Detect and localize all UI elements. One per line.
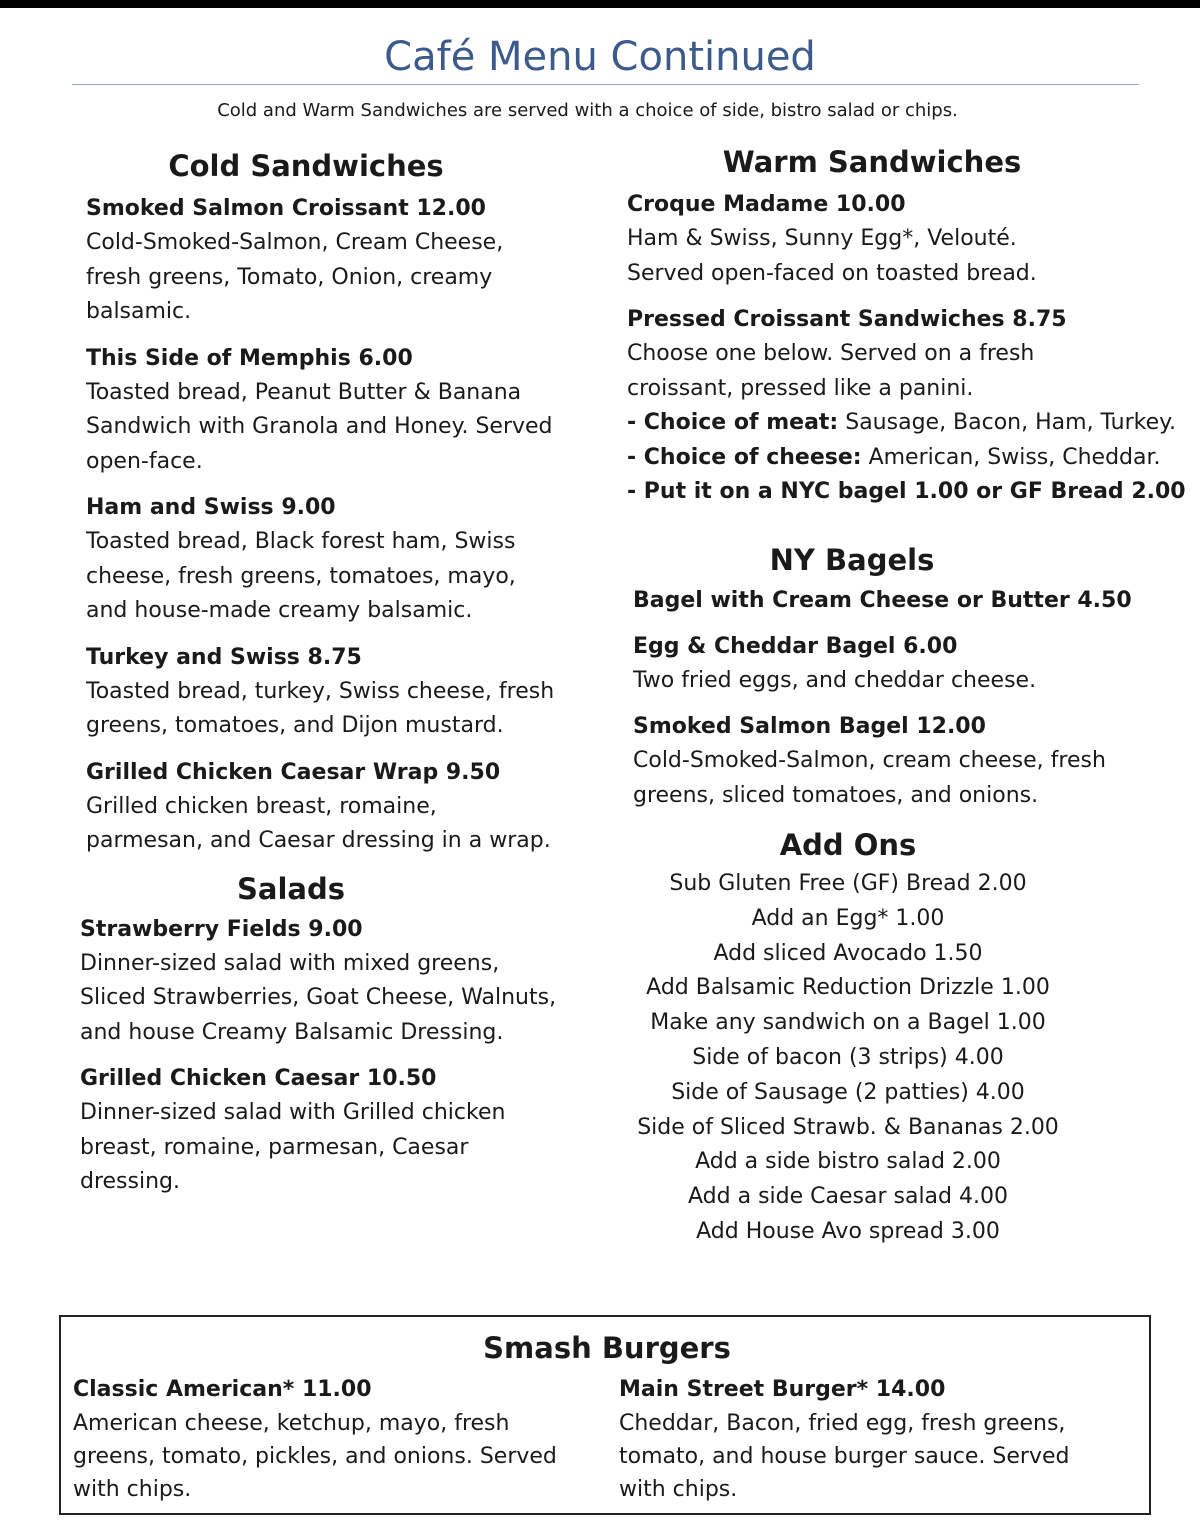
bagel-option: - Put it on a NYC bagel 1.00 or GF Bread 2.00 xyxy=(627,479,1186,504)
item-name: Smoked Salmon Croissant 12.00 xyxy=(86,196,486,221)
item-name: Smoked Salmon Bagel 12.00 xyxy=(633,714,986,739)
add-on-item: Side of Sausage (2 patties) 4.00 xyxy=(671,1079,1025,1105)
add-ons-heading: Add Ons xyxy=(779,828,917,862)
add-on-item: Add a side Caesar salad 4.00 xyxy=(688,1184,1008,1210)
menu-item xyxy=(633,710,1187,813)
item-name: Grilled Chicken Caesar Wrap 9.50 xyxy=(86,759,501,785)
add-on-item: Sub Gluten Free (GF) Bread 2.00 xyxy=(669,871,1027,896)
item-description: Dinner-sized salad with Grilled chicken breast, romaine, parmesan, Caesar dressing. xyxy=(80,1100,506,1194)
menu-item xyxy=(80,913,560,1051)
add-on-item: Add sliced Avocado 1.50 xyxy=(713,940,983,966)
menu-item xyxy=(86,756,556,859)
menu-item xyxy=(86,342,556,480)
item-description: Cold-Smoked-Salmon, cream cheese, fresh greens, sliced tomatoes, and onions. xyxy=(633,748,1106,808)
menu-item xyxy=(633,584,1187,618)
smash-burgers-box xyxy=(59,1315,1151,1515)
page-title: Café Menu Continued xyxy=(384,34,816,80)
meat-option xyxy=(627,406,1187,441)
smash-burgers-heading: Smash Burgers xyxy=(483,1331,731,1365)
warm-sandwiches-heading: Warm Sandwiches xyxy=(722,145,1022,179)
menu-item xyxy=(627,188,1187,291)
add-on-item: Add House Avo spread 3.00 xyxy=(696,1218,1000,1244)
item-description: Two fried eggs, and cheddar cheese. xyxy=(633,667,1037,693)
item-name: Strawberry Fields 9.00 xyxy=(80,916,363,942)
menu-item xyxy=(86,491,556,629)
item-name: Pressed Croissant Sandwiches 8.75 xyxy=(627,307,1067,332)
cheese-option xyxy=(627,441,1187,476)
item-description: Cold-Smoked-Salmon, Cream Cheese, fresh greens, Tomato, Onion, creamy balsamic. xyxy=(86,230,504,324)
menu-item xyxy=(619,1373,1144,1506)
menu-item xyxy=(86,641,556,744)
add-ons-list xyxy=(627,867,1069,1250)
add-on-item: Add an Egg* 1.00 xyxy=(751,905,945,931)
option-label: - Choice of meat: xyxy=(627,410,839,435)
item-name: Main Street Burger* 14.00 xyxy=(619,1377,946,1402)
salads-heading: Salads xyxy=(237,871,345,906)
intro-note: Cold and Warm Sandwiches are served with a choice of side, bistro salad or chips. xyxy=(217,100,958,121)
add-on-item: Make any sandwich on a Bagel 1.00 xyxy=(650,1010,1046,1036)
cold-sandwiches-heading: Cold Sandwiches xyxy=(168,149,444,183)
menu-item xyxy=(633,630,1187,699)
ny-bagels-heading: NY Bagels xyxy=(769,542,935,577)
item-name: Croque Madame 10.00 xyxy=(627,192,906,217)
menu-item xyxy=(73,1373,598,1506)
item-description: Dinner-sized salad with mixed greens, Sliced Strawberries, Goat Cheese, Walnuts, and house Creamy Balsamic Dressing. xyxy=(80,950,557,1045)
item-name: Grilled Chicken Caesar 10.50 xyxy=(80,1066,437,1091)
add-on-item: Side of bacon (3 strips) 4.00 xyxy=(692,1044,1004,1070)
item-name: Classic American* 11.00 xyxy=(73,1377,372,1402)
item-description: Toasted bread, Black forest ham, Swiss cheese, fresh greens, tomatoes, mayo, and house-made creamy balsamic. xyxy=(86,529,516,623)
item-description: Ham & Swiss, Sunny Egg*, Velouté. xyxy=(627,226,1017,251)
add-on-item: Add Balsamic Reduction Drizzle 1.00 xyxy=(646,975,1050,1001)
right-column xyxy=(627,144,1187,1250)
option-value: American, Swiss, Cheddar. xyxy=(868,444,1161,470)
left-column xyxy=(80,148,557,1200)
add-on-item: Side of Sliced Strawb. & Bananas 2.00 xyxy=(637,1114,1059,1140)
menu-item xyxy=(627,303,1187,510)
item-description: Served open-faced on toasted bread. xyxy=(627,260,1037,286)
option-label: - Choice of cheese: xyxy=(627,444,862,470)
item-name: Ham and Swiss 9.00 xyxy=(86,495,336,520)
item-name: Turkey and Swiss 8.75 xyxy=(86,644,362,670)
option-value: Sausage, Bacon, Ham, Turkey. xyxy=(845,410,1177,435)
item-description: Toasted bread, Peanut Butter & Banana Sandwich with Granola and Honey. Served open-face. xyxy=(86,379,553,474)
title-divider xyxy=(72,84,1139,85)
menu-item xyxy=(86,192,556,330)
item-name: Bagel with Cream Cheese or Butter 4.50 xyxy=(633,587,1132,613)
item-description: Toasted bread, turkey, Swiss cheese, fresh greens, tomatoes, and Dijon mustard. xyxy=(86,678,555,738)
item-description: American cheese, ketchup, mayo, fresh greens, tomato, pickles, and onions. Served with chips. xyxy=(73,1411,557,1502)
item-description: Grilled chicken breast, romaine, parmesan, and Caesar dressing in a wrap. xyxy=(86,793,551,853)
item-description: Cheddar, Bacon, fried egg, fresh greens, tomato, and house burger sauce. Served with chips. xyxy=(619,1411,1070,1502)
add-on-item: Add a side bistro salad 2.00 xyxy=(695,1149,1001,1175)
item-description: Choose one below. Served on a fresh croissant, pressed like a panini. xyxy=(627,341,1035,401)
menu-page xyxy=(0,8,1200,1532)
item-name: This Side of Memphis 6.00 xyxy=(86,345,413,371)
item-name: Egg & Cheddar Bagel 6.00 xyxy=(633,633,958,659)
menu-item xyxy=(80,1062,560,1200)
